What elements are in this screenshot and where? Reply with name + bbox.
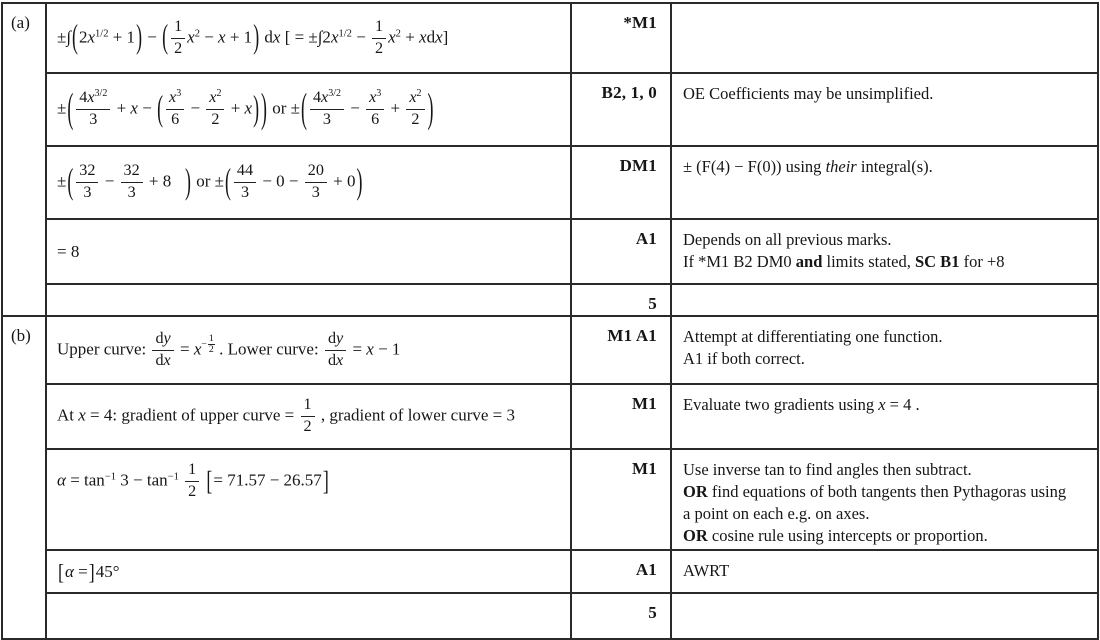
math-text: − [199,26,219,46]
marks-cell: DM1 [571,146,671,219]
math-text: or ± [191,171,224,191]
comment-cell [671,316,1098,384]
bold-text: OR [683,526,708,546]
fraction-denominator [152,351,173,370]
math-text: − [186,98,205,118]
math-variable: x [218,26,226,46]
superscript: 2 [416,88,422,100]
comment-cell [671,219,1098,284]
comment-cell [671,384,1098,449]
math-variable: x [272,26,281,46]
marks-cell: 5 [571,284,671,316]
comment-cell [671,73,1098,146]
mini-fraction [208,334,215,356]
math-text: Evaluate two gradients using [683,395,879,414]
marks-cell: A1 [571,219,671,284]
math-text: − [100,171,119,191]
comment-line [683,459,1089,481]
fraction-numerator [310,90,344,110]
fraction-denominator: 2 [211,111,220,128]
math-text: 45° [95,561,120,581]
big-bracket: ( [67,84,74,131]
big-bracket: ) [253,17,260,56]
math-text: = [348,338,367,358]
fraction-numerator [166,90,184,110]
working-cell [46,146,571,219]
working-cell [46,284,571,316]
math-text: d [426,26,436,46]
math-variable: x [878,395,886,414]
fraction-numerator: 32 [121,163,143,183]
bold-text: OR [683,482,708,502]
math-text: d [260,26,273,46]
fraction-numerator: 1 [372,19,386,39]
table-row [2,219,1098,284]
math-text: d [327,351,337,369]
comment-cell [671,146,1098,219]
math-text: = 4: gradient of upper curve = [85,405,299,425]
fraction-numerator [152,331,173,351]
math-text: + [400,26,420,46]
superscript: 2 [216,88,222,100]
superscript: 2 [194,27,200,39]
fraction-denominator: 6 [371,111,380,128]
math-text: [ = ±∫2 [280,26,331,46]
working-line [57,331,564,370]
math-variable: x [163,351,171,369]
italic-text: their [825,157,857,176]
fraction [406,90,424,129]
math-text: Attempt at differentiating one function. [683,327,943,346]
table-row [2,449,1098,550]
math-text: − [345,98,365,118]
table-row [2,284,1098,316]
math-text: + 0 [328,171,356,191]
fraction-denominator: 3 [89,111,98,128]
math-variable: x [78,405,86,425]
math-text: 4 [79,89,88,107]
mark-scheme-table [1,2,1099,640]
fraction [185,462,199,501]
working-cell [46,73,571,146]
working-cell [46,593,571,639]
fraction [171,19,185,58]
math-text: At [57,405,79,425]
fraction [76,90,110,129]
superscript: −1 [167,471,179,483]
fraction-denominator: 2 [411,111,420,128]
big-bracket: ] [88,559,95,585]
big-bracket: ( [157,87,164,128]
math-text: Depends on all previous marks. [683,230,892,249]
math-text: = tan [65,470,105,490]
marks-cell: 5 [571,593,671,639]
fraction-numerator: 1 [185,462,199,482]
fraction-denominator: 2 [303,418,312,435]
math-text: + [112,98,131,118]
working-line [57,462,564,501]
math-text: + 1 [108,26,136,46]
marks-cell: M1 A1 [571,316,671,384]
fraction [301,397,315,436]
math-text: integral(s). [856,157,933,176]
math-text: d [327,329,337,347]
math-variable: x [419,26,427,46]
math-text: ± [57,98,67,118]
math-variable: x [87,89,95,107]
comment-line [683,229,1089,251]
fraction-numerator: 32 [76,163,98,183]
superscript: 3/2 [328,88,341,100]
bold-text: and [795,252,823,272]
marks-cell: B2, 1, 0 [571,73,671,146]
superscript: −1 [104,471,117,483]
fraction-denominator: 2 [375,39,384,57]
big-bracket: ( [162,17,169,56]
superscript: 3 [376,88,382,100]
math-text: ± [57,171,67,191]
marks-cell: M1 [571,449,671,550]
math-text: If *M1 B2 DM0 [683,252,796,272]
math-variable: x [321,89,329,107]
big-bracket: ) [136,17,143,56]
math-variable: x [187,26,195,46]
marks-cell: M1 [571,384,671,449]
fraction-denominator: 3 [322,111,331,128]
math-text: , gradient of lower curve = 3 [316,405,515,425]
math-text: cosine rule using intercepts or proportion. [707,526,988,546]
big-bracket: ( [224,160,231,201]
fraction-numerator [366,90,384,110]
math-variable: y [163,329,171,347]
math-text: for +8 [959,252,1005,272]
big-bracket: ) [427,84,434,131]
math-variable: x [87,26,95,46]
math-text: = [175,338,194,358]
comment-line [683,348,1089,370]
table-row [2,146,1098,219]
math-text: find equations of both tangents then Pythagoras using [707,482,1067,502]
fraction-denominator: 2 [188,482,197,500]
math-text: Upper curve: [57,338,151,358]
math-text: = 8 [57,241,80,261]
comment-cell [671,284,1098,316]
math-variable: α [64,561,74,581]
math-variable: x [366,338,374,358]
big-bracket: ( [301,84,307,131]
superscript: 1/2 [338,27,352,39]
math-text: d [155,351,164,369]
fraction [305,163,327,202]
math-text: A1 if both correct. [683,349,805,369]
comment-cell [671,449,1098,550]
math-text: + [386,98,405,118]
math-text: d [155,329,164,347]
marks-cell: *M1 [571,3,671,73]
comment-line [683,394,1089,416]
fraction [325,331,346,370]
math-text: a point on each e.g. on axes. [683,504,870,524]
math-text: 3 − tan [116,470,168,490]
math-variable: x [209,89,217,107]
working-line [57,19,564,58]
fraction [76,163,98,202]
math-text: − 0 − [258,171,303,191]
math-text: − [137,98,157,118]
math-text: + [226,98,245,118]
math-text: − [143,26,162,46]
fraction [234,163,256,202]
superscript-fraction: − $\frac{1}{2}$ [201,332,214,356]
working-cell [46,384,571,449]
big-bracket: [ [206,464,213,496]
fraction-denominator: 3 [127,184,136,201]
working-cell [46,219,571,284]
working-line [57,84,564,131]
fraction-denominator: 3 [311,184,320,201]
math-variable: α [57,470,66,490]
superscript: 3 [176,88,182,100]
fraction-denominator: 6 [171,111,180,128]
math-text: = [73,561,88,581]
fraction [372,19,386,58]
math-text: − 1 [373,338,401,358]
math-text: . Lower curve: [214,338,323,358]
math-variable: x [244,98,253,118]
math-variable: x [193,338,202,358]
math-variable: x [369,89,377,107]
marks-cell: A1 [571,550,671,593]
math-text: + 1 [225,26,253,46]
math-text [179,470,183,489]
fraction-numerator [76,90,110,110]
math-text: ± (F(4) − F(0)) using [683,157,826,176]
fraction [310,90,344,129]
big-bracket: ) [356,160,363,201]
table-row [2,3,1098,73]
comment-line [683,560,1089,582]
math-text: ±∫ [57,26,71,46]
big-bracket: ( [67,160,74,201]
big-bracket: ) [185,160,191,201]
working-line [57,160,564,202]
fraction-numerator: 1 [171,19,185,39]
math-text: OE Coefficients may be unsimplified. [683,84,934,103]
big-bracket: ( [72,17,78,56]
math-variable: x [330,26,339,46]
math-variable: x [169,89,177,107]
big-bracket: ] [322,464,329,496]
fraction-numerator [406,90,424,110]
fraction [152,331,173,370]
table-row [2,593,1098,639]
fraction [121,163,143,202]
comment-line [683,156,1089,178]
math-text: 2 [78,26,88,46]
math-text: = 4 . [885,395,920,414]
math-text: = 71.57 − 26.57 [213,470,322,490]
math-text: Use inverse tan to find angles then subtract. [683,460,972,479]
fraction-denominator: 2 [174,39,183,57]
working-cell [46,3,571,73]
working-cell [46,316,571,384]
bold-text: SC B1 [914,252,960,272]
fraction [166,90,184,129]
working-cell [46,550,571,593]
fraction [206,90,224,129]
big-bracket: ) [253,87,260,128]
math-text: ] [442,26,449,46]
big-bracket: ) [261,84,267,131]
superscript: 3/2 [94,88,108,100]
fraction-denominator [325,351,346,370]
math-variable: x [409,89,417,107]
working-line [57,559,564,585]
comment-cell [671,593,1098,639]
superscript: 2 [395,27,401,39]
math-text: + 8 [144,171,185,191]
math-variable: x [388,26,396,46]
comment-line [683,326,1089,348]
math-text: limits stated, [822,252,915,272]
fraction-numerator [206,90,224,110]
fraction-numerator: 1 [301,397,315,417]
fraction-numerator [325,331,346,351]
working-line [57,397,564,436]
working-cell [46,449,571,550]
math-text: − [351,26,371,46]
table-row [2,73,1098,146]
fraction-numerator: 1 [208,332,214,344]
math-variable: y [336,329,344,347]
superscript: 1/2 [95,27,109,39]
math-text: AWRT [683,561,730,581]
part-label: (b) [2,316,46,639]
part-label: (a) [2,3,46,316]
comment-cell [671,550,1098,593]
fraction-denominator: 3 [240,184,250,201]
comment-line [683,503,1089,525]
table-body [2,3,1098,639]
table-row [2,384,1098,449]
fraction-numerator: 20 [305,163,327,183]
table-row [2,550,1098,593]
comment-line [683,525,1089,547]
mark-scheme-page [1,2,1099,640]
table-row [2,316,1098,384]
working-line [57,242,564,262]
comment-line [683,481,1089,503]
math-variable: x [130,98,138,118]
comment-line [683,83,1089,105]
math-text: or ± [268,98,300,118]
fraction-numerator: 44 [234,163,256,183]
comment-cell [671,3,1098,73]
big-bracket: [ [58,559,64,585]
comment-line [683,251,1089,273]
math-text: 4 [312,89,322,107]
fraction [366,90,384,129]
math-variable: x [336,351,344,369]
fraction-denominator: 3 [83,184,92,201]
math-variable: x [435,26,443,46]
fraction-denominator: 2 [208,344,214,356]
